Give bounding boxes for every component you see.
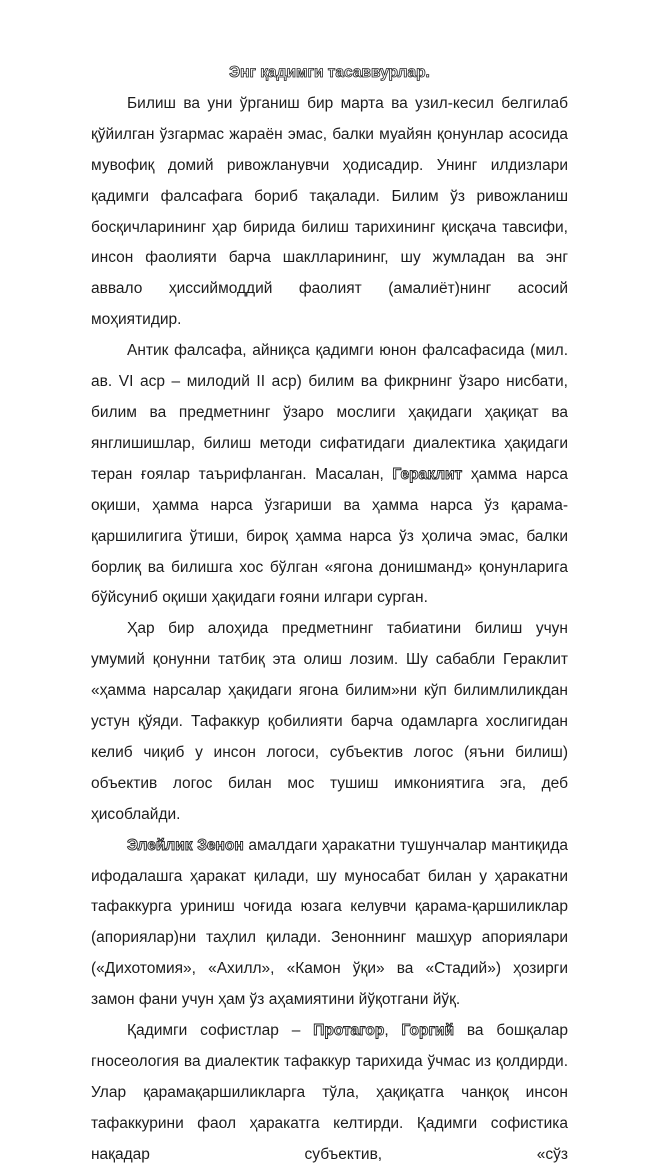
paragraph-1: Билиш ва уни ўрганиш бир марта ва узил-кесил белгилаб қўйилган ўзгармас жараён эмас, балки муайян қонунлар асосида мувофиқ домий ривожланувчи ҳодисадир. Унинг илдизлари қадимги фалсафага бориб тақалади. Билим ўз ривожланиш босқичларининг ҳар бирида билиш тарихининг қисқача тавсифи, инсон фаолияти барча шаклларининг, шу жумладан ва энг аввало ҳиссиймоддий фаолият (амалиёт)нинг асосий моҳиятидир. (91, 94, 568, 329)
name-zeno: Элейлик Зенон (127, 836, 244, 854)
paragraph-2-text-a: Антик фалсафа, айниқса қадимги юнон фалсафасида (мил. ав. VI аср – милодий II аср) билим ва фикрнинг ўзаро нисбати, билим ва предметнинг ўзаро мослиги ҳақидаги ҳақиқат ва янглишишлар, билиш методи сифатидаги диалектика ҳақидаги теран ғоялар таърифланган. Масалан, (91, 342, 568, 483)
section-title-text: Энг қадимги тасаввурлар. (229, 64, 430, 81)
paragraph-5 (91, 1016, 568, 1171)
section-title (91, 58, 568, 89)
name-separator: , (384, 1022, 389, 1040)
name-heraclitus: Гераклит (392, 465, 463, 483)
paragraph-3: Ҳар бир алоҳида предметнинг табиатини билиш учун умумий қонунни татбиқ эта олиш лозим. Шу сабабли Гераклит «ҳамма нарсалар ҳақидаги ягона билим»ни кўп билимлиликдан устун қўяди. Тафаккур қобилияти барча одамларга хослигидан келиб чиқиб у инсон логоси, субъектив логос (яъни билиш) объектив логос билан мос тушиш имкониятига эга, деб ҳисоблайди. (91, 620, 568, 823)
document-page (91, 58, 568, 1171)
paragraph-4-text-b: амалдаги ҳаракатни тушунчалар мантиқида ифодалашга ҳаракат қилади, шу муносабат билан у ҳаракатни тафаккурга уриниш чоғида юзага келувчи қарама-қаршиликлар (апориялар)ни таҳлил қилади. Зеноннинг машҳур апориялари («Дихотомия», «Ахилл», «Камон ўқи» ва «Стадий») ҳозирги замон фани учун ҳам ўз аҳамиятини йўқотгани йўқ. (91, 836, 568, 1009)
paragraph-5-text-a: Қадимги софистлар – (127, 1022, 301, 1040)
paragraph-5-text-b: ва бошқалар гносеология ва диалектик тафаккур тарихида ўчмас из қолдирди. Улар қарамақаршиликларга тўла, ҳақиқатга чанқоқ инсон тафаккурини фаол ҳаракатга келтирди. Қадимги софистика нақадар субъектив, «сўз (91, 1022, 568, 1163)
paragraph-4 (91, 831, 568, 1016)
name-protagoras: Протагор (313, 1022, 385, 1040)
name-gorgias: Горгий (401, 1022, 454, 1040)
paragraph-2 (91, 336, 568, 614)
paragraph-2-text-b: ҳамма нарса оқиши, ҳамма нарса ўзгариши ва ҳамма нарса ўз қарама-қаршилигига ўтиши, бироқ ҳамма нарса ўз ҳолича эмас, балки борлиқ ва билишга хос бўлган «ягона донишманд» қонунларига бўйсуниб оқиши ҳақидаги ғояни илгари сурган. (91, 465, 568, 607)
